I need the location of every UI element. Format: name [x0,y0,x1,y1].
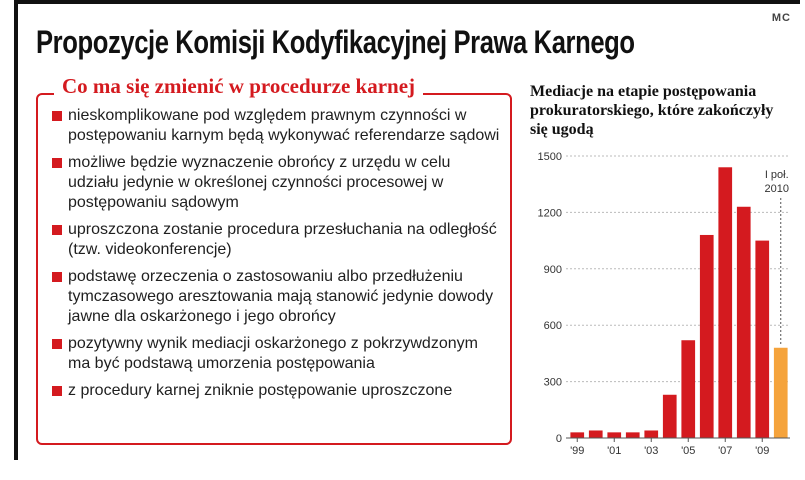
list-item [52,153,502,213]
changes-list [52,106,502,408]
x-tick-label: '05 [681,445,696,457]
bar-2010 [774,348,788,438]
y-tick-label: 900 [543,263,562,276]
mediation-bar-chart [522,140,797,465]
list-item-text: nieskomplikowane pod względem prawnym czynności w postępowaniu karnym będą wykonywać referendarze sądowi [68,107,500,144]
annotation-label-line1: I poł. [764,169,789,181]
frame-top-border [14,0,800,12]
x-tick-label: '07 [718,445,733,457]
square-bullet-icon [52,339,62,349]
square-bullet-icon [52,158,62,168]
bar-2004 [663,395,677,438]
chart-title: Mediacje na etapie postępowania prokuratorskiego, które zakończyły się ugodą [530,83,774,138]
x-tick-label: '01 [607,445,622,457]
list-item-text: pozytywny wynik mediacji oskarżonego z pokrzywdzonym ma być podstawą umorzenia postępowania [68,335,478,372]
x-tick-label: '09 [755,445,770,457]
list-item [52,381,502,401]
bar-2008 [737,207,751,438]
y-tick-label: 0 [555,433,562,445]
list-item [52,334,502,374]
annotation-label-line2: 2010 [764,183,789,195]
y-tick-label: 1200 [537,207,562,220]
frame-left-rule [14,0,18,460]
square-bullet-icon [52,272,62,282]
bar-2006 [700,235,714,438]
x-tick-label: '99 [570,445,585,457]
y-tick-label: 300 [543,376,562,389]
x-tick-label: '03 [644,445,659,457]
bar-2000 [589,430,603,438]
bar-2009 [755,241,769,438]
bar-2003 [644,430,658,438]
bar-2005 [681,340,695,438]
square-bullet-icon [52,225,62,235]
bar-2002 [626,432,640,438]
credit-label: MC [771,12,791,24]
list-item [52,267,502,327]
y-tick-label: 1500 [537,151,562,163]
list-item [52,106,502,146]
list-item-text: z procedury karnej zniknie postępowanie uproszczone [68,382,453,399]
square-bullet-icon [52,111,62,121]
list-item-text: uproszczona zostanie procedura przesłuchania na odległość (tzw. videokonferencje) [68,221,497,258]
bar-2001 [607,432,621,438]
page-title: Propozycje Komisji Kodyfikacyjnej Prawa Karnego [36,24,635,60]
y-tick-label: 600 [543,320,562,333]
bar-2007 [718,167,732,438]
changes-box-heading: Co ma się zmienić w procedurze karnej [54,74,423,99]
list-item [52,220,502,260]
list-item-text: podstawę orzeczenia o zastosowaniu albo przedłużeniu tymczasowego aresztowania mają stanowić jedynie dowody jawne dla oskarżonego i jego obrońcy [68,268,494,325]
square-bullet-icon [52,386,62,396]
list-item-text: możliwe będzie wyznaczenie obrońcy z urzędu w celu udziału jedynie w określonej czynności procesowej w postępowaniu sądowym [68,154,451,211]
bar-1999 [570,432,584,438]
